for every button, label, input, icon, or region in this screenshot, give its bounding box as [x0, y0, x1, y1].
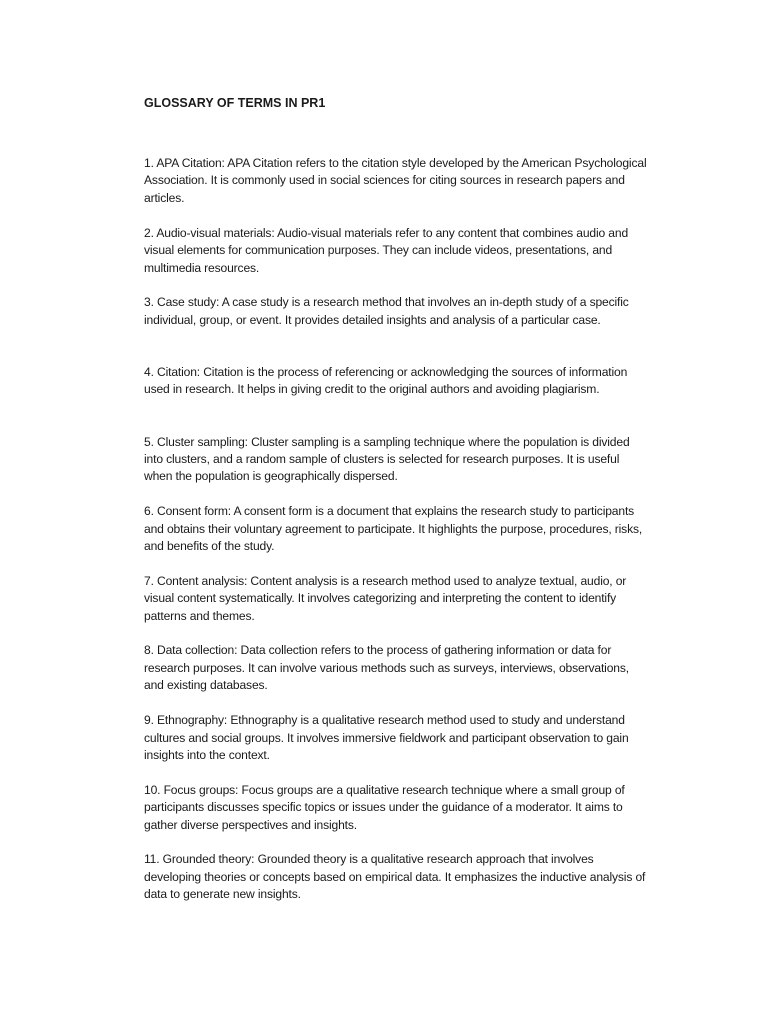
glossary-entry: 9. Ethnography: Ethnography is a qualitative research method used to study and understand cultures and social groups. It involves immersive fieldwork and participant observation to gain insights into the context. [144, 713, 629, 763]
glossary-entry: 5. Cluster sampling: Cluster sampling is a sampling technique where the population is divided into clusters, and a random sample of clusters is selected for research purposes. It is useful when the population is geographically dispersed. [144, 434, 630, 484]
glossary-entry: 1. APA Citation: APA Citation refers to the citation style developed by the American Psychological Association. It is commonly used in social sciences for citing sources in research papers and articles. [144, 156, 647, 205]
glossary-entry: 6. Consent form: A consent form is a document that explains the research study to participants and obtains their voluntary agreement to participate. It highlights the purpose, procedures, risks, and benefits of the study. [144, 504, 643, 554]
glossary-entry: 11. Grounded theory: Grounded theory is a qualitative research approach that involves developing theories or concepts based on empirical data. It emphasizes the inductive analysis of data to generate new insights. [144, 852, 646, 902]
document-title: GLOSSARY OF TERMS IN PR1 [144, 96, 326, 110]
glossary-entry: 7. Content analysis: Content analysis is a research method used to analyze textual, audio, or visual content systematically. It involves categorizing and interpreting the content to identify patterns and themes. [144, 573, 627, 623]
glossary-list [144, 155, 650, 921]
glossary-entry: 3. Case study: A case study is a research method that involves an in-depth study of a specific individual, group, or event. It provides detailed insights and analysis of a particular case. [144, 295, 629, 327]
glossary-entry: 10. Focus groups: Focus groups are a qualitative research technique where a small group of participants discusses specific topics or issues under the guidance of a moderator. It aims to gather diverse perspectives and insights. [144, 782, 625, 832]
glossary-entry: 8. Data collection: Data collection refers to the process of gathering information or data for research purposes. It can involve various methods such as surveys, interviews, observations, and existing databases. [144, 643, 629, 693]
glossary-entry: 2. Audio-visual materials: Audio-visual materials refer to any content that combines audio and visual elements for communication purposes. They can include videos, presentations, and multimedia resources. [144, 225, 629, 275]
glossary-entry: 4. Citation: Citation is the process of referencing or acknowledging the sources of information used in research. It helps in giving credit to the original authors and avoiding plagiarism. [144, 364, 628, 397]
